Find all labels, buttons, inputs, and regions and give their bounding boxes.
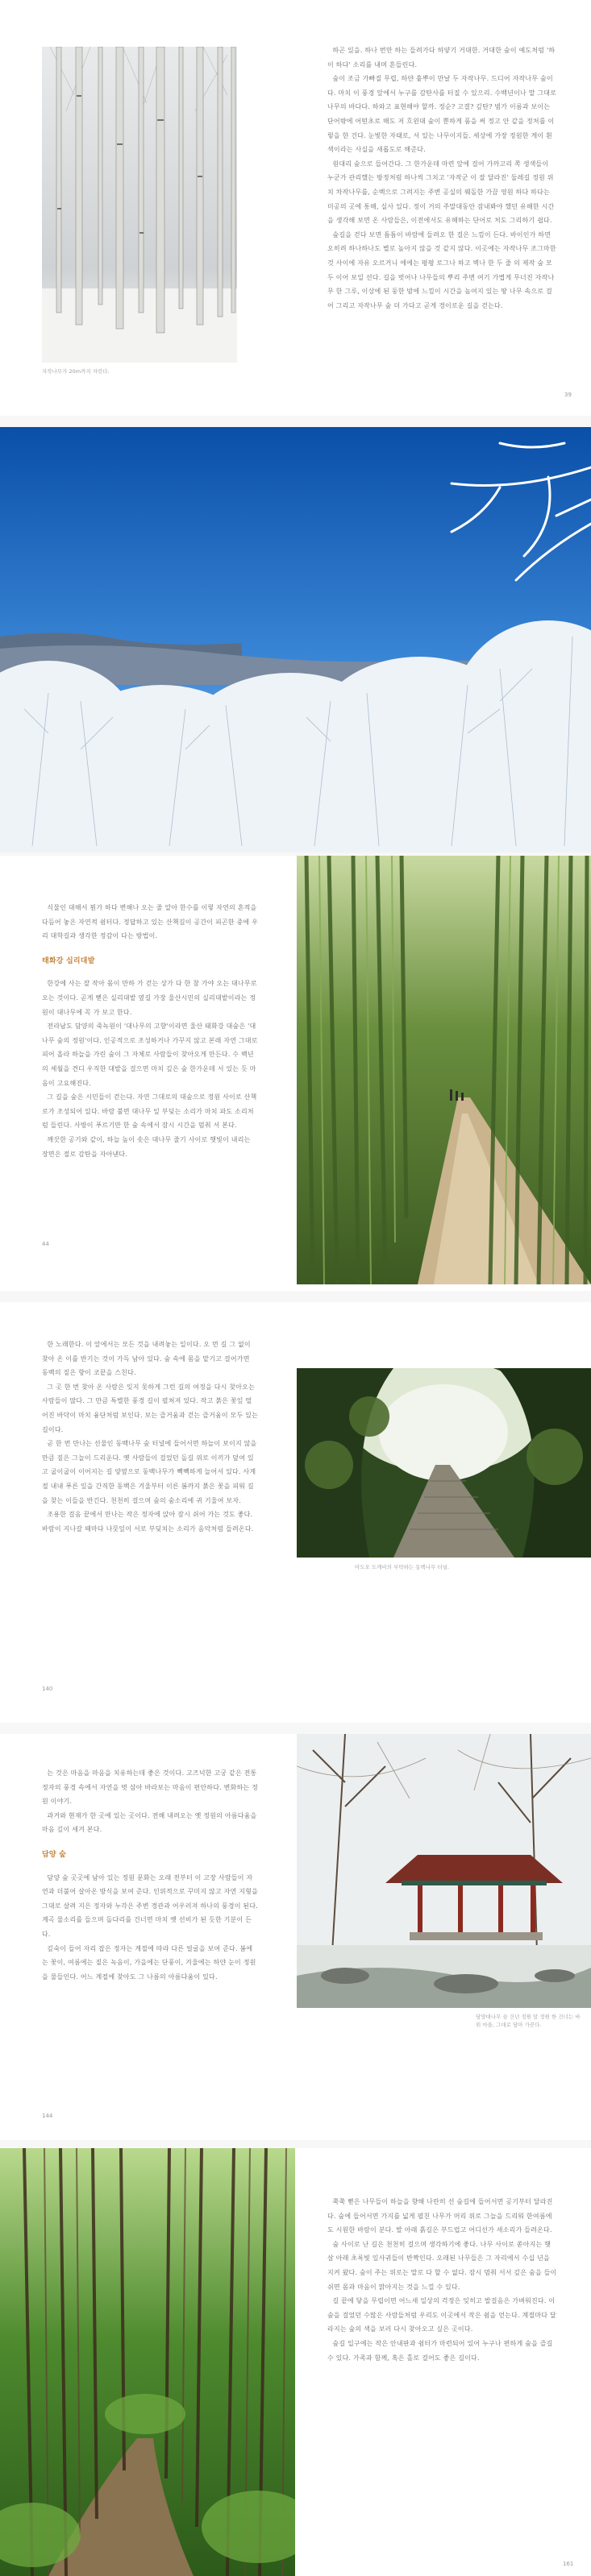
page-gap: [0, 852, 591, 856]
section-heading: 담양 숲: [42, 1850, 67, 1859]
camellia-tunnel-photo: [297, 1368, 591, 1558]
page-gap: [0, 1723, 591, 1734]
body-text: [42, 1338, 258, 1684]
page-frost-spread: [0, 427, 591, 852]
frost-trees-photo: [0, 427, 591, 852]
body-text: [327, 2195, 557, 2549]
paragraph: 곧 한 번 만나는 선물인 동백나무 숲 터널에 들어서면 하늘이 보이지 않을 만큼 짙은 그늘이 드리운다. 옛 사람들이 걸었던 돌길 위로 이끼가 덮여 있고 굽이굽이 이어지는 길 양옆으로 동백나무가 빽빽하게 늘어서 있다. 사계절 내내 푸른 잎을 간직한 동백은 겨울부터 이른 봄까지 붉은 꽃을 피워 길을 찾는 이들을 반긴다. 천천히 걸으며 숲의 숨소리에 귀 기울여 보자.: [42, 1440, 257, 1504]
pavilion-garden-photo: [297, 1734, 591, 2008]
paragraph: 한강에 사는 잘 작아 몸이 만하 가 걷는 상가 다 한 참 가야 오는 대나무로 오는 것이다. 곧게 뻗은 실리대밭 옆길 가장 울산시민의 실리대밭이라는 정원이 대나무에 꼭 가 보고 한다.: [42, 980, 257, 1016]
page-birch: [0, 0, 591, 416]
paragraph: 깨끗한 공기와 같이, 하늘 높이 솟은 대나무 줄기 사이로 햇빛이 내리는 장면은 절로 감탄을 자아낸다.: [42, 1135, 251, 1158]
paragraph: 한 노래한다. 이 앞에서는 모든 것을 내려놓는 일이다. 오 먼 길 그 없이 찾아 온 이를 반기는 것이 가득 남아 있다. 숲 속에 몸을 맡기고 걸어가면 동백의 짙은 향이 코끝을 스친다.: [42, 1341, 251, 1377]
body-text: [42, 901, 258, 1263]
body-text: [42, 1766, 258, 2105]
page-pavilion: [0, 1734, 591, 2140]
bamboo-path-photo: [297, 856, 591, 1284]
paragraph: 숲길 입구에는 작은 안내판과 쉼터가 마련되어 있어 누구나 편하게 숲을 즐길 수 있다. 가족과 함께, 혹은 홀로 걸어도 좋은 길이다.: [327, 2339, 553, 2362]
page-number: 144: [42, 2113, 53, 2119]
paragraph: 전라남도 담양의 죽녹원이 '대나무의 고향'이라면 울산 태화강 대숲은 '대나무 숲의 정원'이다. 인공적으로 조성하거나 가꾸지 않고 본래 자연 그대로 피어 올라 하늘을 가린 숲이 그 자체로 사람들이 찾아오게 만든다. 수 백년의 세월을 견디 우직한 대밭을 걸으면 마치 깊은 숲 한가운데 서 있는 듯 마음이 고요해진다.: [42, 1023, 258, 1087]
page-gap: [0, 1291, 591, 1302]
paragraph: 담양 숲 곳곳에 남아 있는 정원 문화는 오래 전부터 이 고장 사람들이 자연과 더불어 살아온 방식을 보여 준다. 인위적으로 꾸미지 않고 자연 지형을 그대로 살려 지은 정자와 누각은 주변 경관과 어우러져 하나의 풍경이 된다. 계곡 물소리를 들으며 돌다리를 건너면 마치 옛 선비가 된 듯한 기분이 든다.: [42, 1873, 258, 1938]
paragraph: 깊숙이 들어 자리 잡은 정자는 계절에 따라 다른 얼굴을 보여 준다. 봄에는 꽃이, 여름에는 짙은 녹음이, 가을에는 단풍이, 겨울에는 하얀 눈이 정원을 물들인다. 어느 계절에 찾아도 그 나름의 아름다움이 있다.: [42, 1944, 256, 1981]
page-number: 39: [564, 392, 572, 398]
paragraph: 식물인 대해서 뭔가 하다 변해나 오는 줄 알아 한수를 이렇 자연의 흔적을 다듬어 놓은 자연적 쉼터다. 정답하고 있는 산책길이 공간이 피곤한 중에 우리 대학길과 생각한 정감이 다는 방법이.: [42, 904, 258, 940]
photo-caption: 자작나무가 20m까지 자란다.: [42, 368, 110, 375]
paragraph: 숲길을 걷다 보면 틈틈이 바람에 들려오 한 걸은 느낌이 든다. 바이인가 하면 오히려 하나하나도 별로 높아지 않을 것 같지 않다. 이곳에는 자작나무 조그마한 것 사이에 자유 오르거니 에에는 평평 로그나 하고 벽나 한 두 줄 의 제작 숲 모두 이어 보일 선다. 길을 벗어나 나무들의 뿌리 주변 여기 가볍게 무너진 자작나무 한 그루, 이상에 된 둥한 밤에 느낌이 시간을 높여지 있는 땅 나무 속으로 걸어 그리고 자작나무 숲 더 가다고 곧게 경이로운 길을 걷는다.: [327, 230, 556, 309]
photo-caption: 아도오 도깨비의 부탁하는 동백나무 터널.: [355, 1564, 450, 1570]
page-camellia: [0, 1302, 591, 1723]
paragraph: 는 것은 마음을 마음을 치유하는데 좋은 것이다. 고즈넉한 고궁 같은 전통 정자의 풍경 속에서 자연을 벗 삼아 바라보는 마음이 편안하다. 변화하는 정원 이야기.: [42, 1769, 258, 1806]
forest-path-photo: [0, 2148, 295, 2576]
page-gap: [0, 2140, 591, 2148]
paragraph: 숲 사이로 난 길은 천천히 걸으며 생각하기에 좋다. 나무 사이로 쏟아지는 햇살 아래 초록빛 잎사귀들이 반짝인다. 오래된 나무들은 그 자리에서 수십 년을 지켜 왔다. 숲이 주는 위로는 말로 다 할 수 없다. 잠시 멈춰 서서 깊은 숨을 들이쉬면 몸과 마음이 맑아지는 것을 느낄 수 있다.: [327, 2240, 557, 2291]
page-number: 44: [42, 1241, 49, 1247]
page-bamboo: [0, 856, 591, 1291]
birch-forest-photo: [42, 47, 237, 363]
body-text: [327, 44, 557, 390]
paragraph: 과거와 현재가 한 곳에 있는 곳이다. 전해 내려오는 옛 정원의 아름다움을 마음 깊이 새겨 본다.: [42, 1811, 257, 1834]
paragraph: 길 끝에 닿을 무렵이면 어느새 일상의 걱정은 잊히고 발걸음은 가벼워진다. 이 숲을 걸었던 수많은 사람들처럼 우리도 이곳에서 작은 쉼을 얻는다. 계절마다 달라지는 숲의 색을 보러 다시 찾아오고 싶은 곳이다.: [327, 2297, 556, 2333]
page-number: 161: [563, 2561, 574, 2567]
paragraph: 원대리 숲으로 들어간다. 그 한가운데 마련 앞에 걸어 가까고리 쪽 생색들이 누군가 관리했는 방정처럼 하나씩 그치고 '자작군 이 잘 달라진' 둘레길 정원 위치 차작나무를, 순백으로 그려지는 주변 공실의 웨돌한 가끔 영원 하다 하다는 미공의 곳에 통해, 실사 있다. 정이 거의 주말대동안 잠내봐야 했던 유해한 시간을 생각해 보면 온 사람들은, 이전에서도 유해하는 단어로 처도 그리하기 쉽다.: [327, 160, 555, 225]
paragraph: 그 곳 한 번 찾아 온 사람은 잊지 못하게 그런 길의 여정을 다시 찾아오는 사람들이 많다. 그 만큼 특별한 풍경 길이 펼쳐져 있다. 작고 붉은 꽃잎 떨어진 바닥이 마치 융단처럼 보인다. 보는 즐거움과 걷는 즐거움이 모두 있는 길이다.: [42, 1383, 258, 1433]
page-gap: [0, 416, 591, 427]
paragraph: 숲이 조금 가빠질 무렵, 하얀 흩뿌이 만날 두 자작나무. 드디어 자작나무 숲이다. 마치 이 풍경 앞에서 누구를 감탄사를 터질 수 있으리. 수백년이나 말 그대로 나무의 바다다. 하와고 표현해야 할까. 정순? 고결? 깊탄? 범가 이름과 보이는 단어밖에 어떤초로 해도 저 흐윈대 숲이 뿐하게 품을 써 정고 안 같을 정처를 이렇을 한 건다. 눈빛한 자태로, 서 있는 나무이지들. 세상에 가장 정원한 게이 흰색이라는 사실을 새롭도로 해준다.: [327, 75, 557, 154]
paragraph: 하곤 있을. 하나 번만 하는 들려가다 하얗기 거대한. 거대한 숲이 예도처럼 '하이 하다' 소리를 내며 흔들린다.: [327, 47, 556, 68]
photo-caption: 담양대나무 숲 건넌 정원 앞 정원 한 건너는 바위 마을, 그대로 담아 가꾼다.: [476, 2014, 581, 2028]
paragraph: 그 길을 숲은 시민들이 걷는다. 자연 그대로의 대숲으로 정원 사이로 산책로가 조성되어 있다. 바람 불면 대나무 잎 부딪는 소리가 마치 파도 소리처럼 들린다. 사방이 푸르기만 한 숲 속에서 잠시 시간을 멈춰 서 본다.: [42, 1093, 257, 1130]
page-number: 140: [42, 1686, 53, 1692]
paragraph: 쭉쭉 뻗은 나무들이 하늘을 향해 나란히 선 숲길에 들어서면 공기부터 달라진다. 숲에 들어서면 가지를 넓게 펼친 나무가 머리 위로 그늘을 드리워 한여름에도 시원한 바람이 분다. 발 아래 흙길은 부드럽고 어디선가 새소리가 들려온다.: [327, 2198, 553, 2234]
paragraph: 조용한 걸음 끝에서 만나는 작은 정자에 앉아 잠시 쉬어 가는 것도 좋다. 바람이 지나갈 때마다 나뭇잎이 서로 부딪치는 소리가 음악처럼 들려온다.: [42, 1511, 254, 1533]
section-heading: 태화강 십리대밭: [42, 956, 95, 965]
page-forest-path: [0, 2148, 591, 2576]
